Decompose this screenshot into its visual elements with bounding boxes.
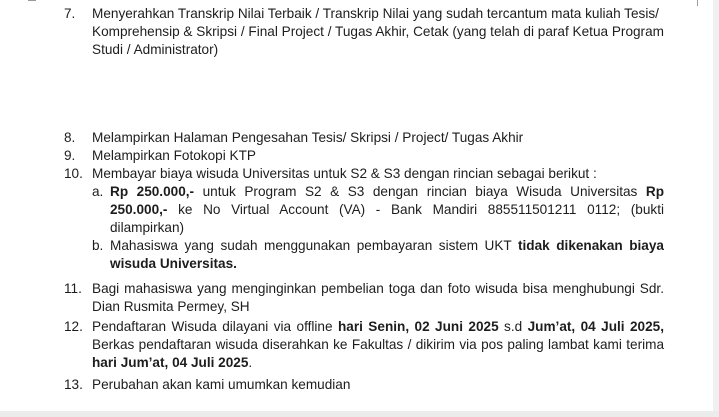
crop-mark-left	[28, 0, 36, 1]
sub-item-text: Mahasiswa yang sudah menggunakan pembayaran sistem UKT tidak dikenakan biaya wisuda Universitas.	[110, 238, 664, 271]
item-text: Perubahan akan kami umumkan kemudian	[92, 377, 351, 392]
item-number: 13.	[64, 377, 83, 392]
sub-item-b	[92, 237, 664, 273]
list-item-13	[64, 376, 664, 394]
item-number: 8.	[64, 130, 76, 145]
start-date: hari Senin, 02 Juni 2025	[337, 319, 499, 334]
item-text: Membayar biaya wisuda Universitas untuk S2 & S3 dengan rincian sebagai berikut :	[92, 166, 597, 181]
item-number: 7.	[64, 6, 76, 21]
list-item-10	[64, 165, 664, 273]
deadline-date: hari Jum’at, 04 Juli 2025	[92, 355, 249, 370]
exemption-note: tidak dikenakan biaya wisuda Universitas.	[110, 238, 664, 271]
list-item-9	[64, 147, 664, 165]
sub-item-text: Rp 250.000,- untuk Program S2 & S3 dengan rincian biaya Wisuda Universitas Rp 250.000,- ke No Virtual Account (VA) - Bank Mandiri 885511501211 0112; (bukti dilampirkan)	[110, 184, 664, 235]
item-text: Bagi mahasiswa yang menginginkan pembelian toga dan foto wisuda bisa menghubungi Sdr. Dian Rusmita Permey, SH	[92, 281, 664, 314]
price-amount: Rp 250.000,-	[110, 184, 664, 217]
item-number: 12.	[64, 319, 83, 334]
sub-item-a	[92, 183, 664, 237]
crop-mark-right	[697, 0, 698, 6]
list-item-8	[64, 129, 664, 147]
sub-item-label: a.	[92, 184, 104, 199]
list-item-11	[64, 280, 664, 316]
price-amount: Rp 250.000,-	[110, 184, 195, 199]
item-number: 11.	[64, 281, 82, 296]
item-text: Melampirkan Fotokopi KTP	[92, 148, 256, 163]
right-page-edge	[713, 0, 719, 417]
bottom-page-edge	[0, 411, 719, 417]
item-number: 10.	[64, 166, 83, 181]
item-text: Melampirkan Halaman Pengesahan Tesis/ Skripsi / Project/ Tugas Akhir	[92, 130, 524, 145]
sub-item-label: b.	[92, 238, 104, 253]
item-number: 9.	[64, 148, 76, 163]
item-text: Menyerahkan Transkrip Nilai Terbaik / Transkrip Nilai yang sudah tercantum mata kuliah Tesis/ Komprehensip & Skripsi / Final Project / Tugas Akhir, Cetak (yang telah di paraf Ketua Program Studi / Administrator)	[92, 6, 664, 57]
item-text: Pendaftaran Wisuda dilayani via offline hari Senin, 02 Juni 2025 s.d Jum’at, 04 Juli 2025, Berkas pendaftaran wisuda diserahkan ke Fakultas / dikirim via pos paling lambat kami terima hari Jum’at, 04 Juli 2025.	[92, 319, 664, 370]
list-item-7	[64, 5, 664, 59]
list-item-12	[64, 318, 664, 372]
end-date: Jum’at, 04 Juli 2025,	[527, 319, 664, 334]
